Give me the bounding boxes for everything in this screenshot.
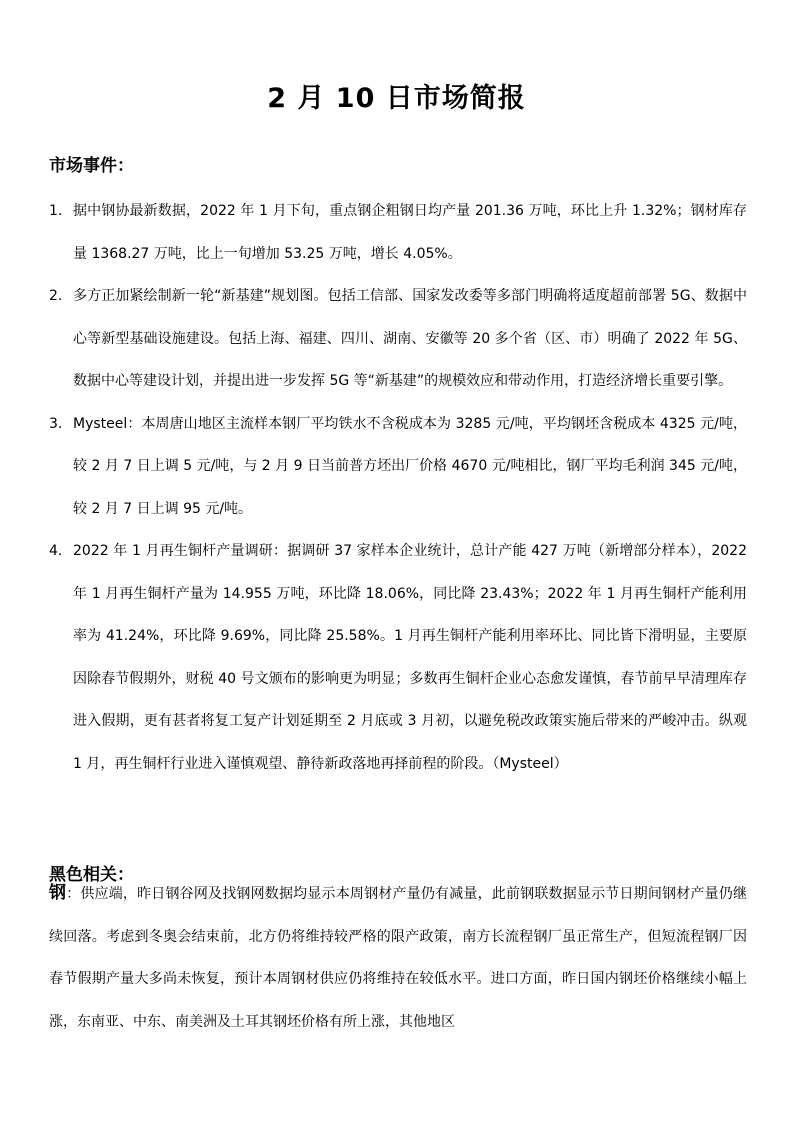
list-item <box>49 530 747 785</box>
list-item-text: Mysteel：本周唐山地区主流样本钢厂平均铁水不含税成本为 3285 元/吨，平均钢坯含税成本 4325 元/吨，较 2 月 7 日上调 5 元/吨，与 2 月 9 日当前普方坯出厂价格 4670 元/吨相比，钢厂平均毛利润 345 元/吨，较 2 月 7 日上调 95 元/吨。 <box>73 415 747 517</box>
black-related-heading: 黑色相关： <box>49 865 134 885</box>
list-item-text: 2022 年 1 月再生铜杆产量调研：据调研 37 家样本企业统计，总计产能 427 万吨（新增部分样本），2022 年 1 月再生铜杆产量为 14.955 万吨，环比降 18.06%，同比降 23.43%；2022 年 1 月再生铜杆产能利用率为 41.24%，环比降 9.69%，同比降 25.58%。1 月再生铜杆产能利用率环比、同比皆下滑明显，主要原因除春节假期外，财税 40 号文颁布的影响更为明显；多数再生铜杆企业心态愈发谨慎，春节前早早清理库存进入假期，更有甚者将复工复产计划延期至 2 月底或 3 月初，以避免税改政策实施后带来的严峻冲击。纵观 1 月，再生铜杆行业进入谨慎观望、静待新政落地再择前程的阶段。（Mysteel） <box>73 543 747 772</box>
list-item-number: 2. <box>49 288 63 304</box>
list-item-number: 4. <box>49 543 63 559</box>
list-item <box>49 403 747 531</box>
market-events-heading: 市场事件： <box>49 156 134 176</box>
list-item <box>49 275 747 403</box>
page-title: 2 月 10 日市场简报 <box>267 83 526 114</box>
steel-lead: 钢 <box>49 883 67 903</box>
list-item <box>49 190 747 275</box>
list-item-text: 据中钢协最新数据，2022 年 1 月下旬，重点钢企粗钢日均产量 201.36 万吨，环比上升 1.32%；钢材库存量 1368.27 万吨，比上一旬增加 53.25 万吨，增长 4.05%。 <box>73 203 747 262</box>
list-item-number: 1. <box>49 203 63 219</box>
steel-text: ：供应端，昨日钢谷网及找钢网数据均显示本周钢材产量仍有减量，此前钢联数据显示节日期间钢材产量仍继续回落。考虑到冬奥会结束前，北方仍将维持较严格的限产政策，南方长流程钢厂虽正常生产，但短流程钢厂因春节假期产量大多尚未恢复，预计本周钢材供应仍将维持在较低水平。进口方面，昨日国内钢坯价格继续小幅上涨，东南亚、中东、南美洲及土耳其钢坯价格有所上涨，其他地区 <box>49 886 747 1030</box>
list-item-number: 3. <box>49 415 63 432</box>
steel-paragraph <box>49 872 747 1043</box>
market-events-list <box>49 190 747 785</box>
list-item-text: 多方正加紧绘制新一轮“新基建”规划图。包括工信部、国家发改委等多部门明确将适度超前部署 5G、数据中心等新型基础设施建设。包括上海、福建、四川、湖南、安徽等 20 多个省（区、市）明确了 2022 年 5G、数据中心等建设计划，并提出进一步发挥 5G 等“新基建”的规模效应和带动作用，打造经济增长重要引擎。 <box>73 288 747 389</box>
